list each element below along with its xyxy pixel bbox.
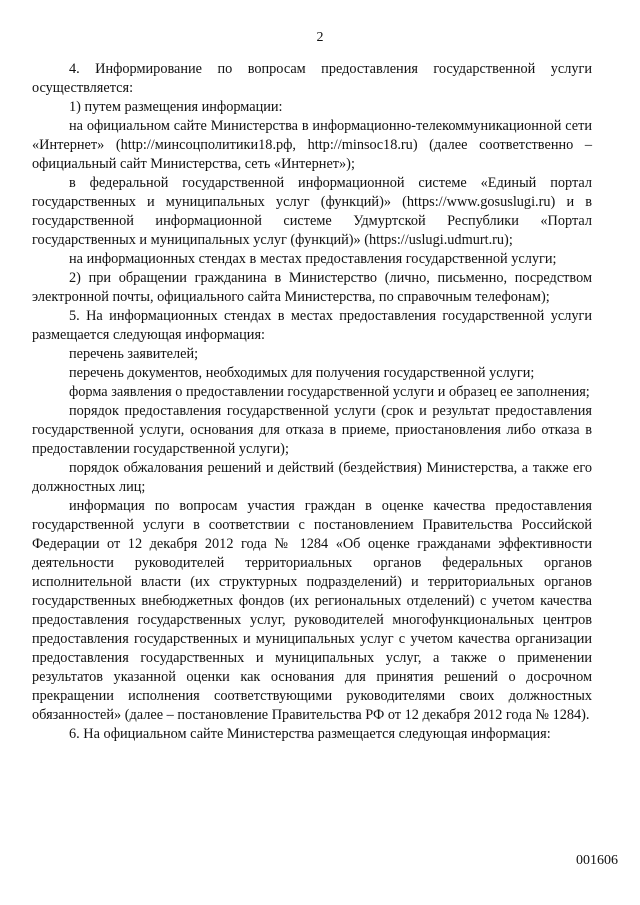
paragraph-appeal-procedure: порядок обжалования решений и действий (бездействия) Министерства, а также его должностных лиц; xyxy=(32,460,592,495)
document-code: 001606 xyxy=(576,853,618,868)
paragraph-service-procedure: порядок предоставления государственной услуги (срок и результат предоставления государственной услуги, основания для отказа в приеме, приостановления либо отказа в предоставлении государственной услуги); xyxy=(32,403,592,457)
paragraph-documents-list: перечень документов, необходимых для получения государственной услуги; xyxy=(69,365,535,381)
paragraph-5-intro: 5. На информационных стендах в местах предоставления государственной услуги размещается следующая информация: xyxy=(32,308,592,343)
paragraph-quality-assessment: информация по вопросам участия граждан в оценке качества предоставления государственной услуги в соответствии с постановлением Правительства Российской Федерации от 12 декабря 2012 года № 1284 «Об оценке гражданами эффективности деятельности руководителей территориальных органов федеральных органов исполнительной власти (их структурных подразделений) и территориальных органов государственных внебюджетных фондов (их региональных отделений) с учетом качества предоставления государственных услуг, руководителей многофункциональных центров предоставления государственных и муниципальных услуг с учетом качества организации предоставления государственных и муниципальных услуг, а также о применении результатов указанной оценки как основания для принятия решений о досрочном прекращении исполнения соответствующими руководителями своих должностных обязанностей» (далее – постановление Правительства РФ от 12 декабря 2012 года № 1284). xyxy=(32,498,592,723)
paragraph-4-intro: 4. Информирование по вопросам предоставления государственной услуги осуществляется: xyxy=(32,61,592,96)
paragraph-application-form: форма заявления о предоставлении государственной услуги и образец ее заполнения; xyxy=(69,384,590,400)
document-body xyxy=(32,60,592,744)
paragraph-item-2: 2) при обращении гражданина в Министерство (лично, письменно, посредством электронной почты, официального сайта Министерства, по справочным телефонам); xyxy=(32,270,592,305)
paragraph-info-stands: на информационных стендах в местах предоставления государственной услуги; xyxy=(69,251,557,267)
paragraph-6-intro: 6. На официальном сайте Министерства размещается следующая информация: xyxy=(69,726,551,742)
paragraph-gosuslugi-portal: в федеральной государственной информационной системе «Единый портал государственных и муниципальных услуг (функций)» (https://www.gosuslugi.ru) и в государственной информационной системе Удмуртской Республики «Портал государственных и муниципальных услуг (функций)» (https://uslugi.udmurt.ru); xyxy=(32,175,592,248)
paragraph-applicants-list: перечень заявителей; xyxy=(69,346,199,362)
paragraph-item-1: 1) путем размещения информации: xyxy=(69,99,283,115)
page-number: 2 xyxy=(316,30,324,45)
paragraph-official-site: на официальном сайте Министерства в информационно-телекоммуникационной сети «Интернет» (http://минсоцполитики18.рф, http://minsoc18.ru) (далее соответственно – официальный сайт Министерства, сеть «Интернет»); xyxy=(32,118,592,172)
